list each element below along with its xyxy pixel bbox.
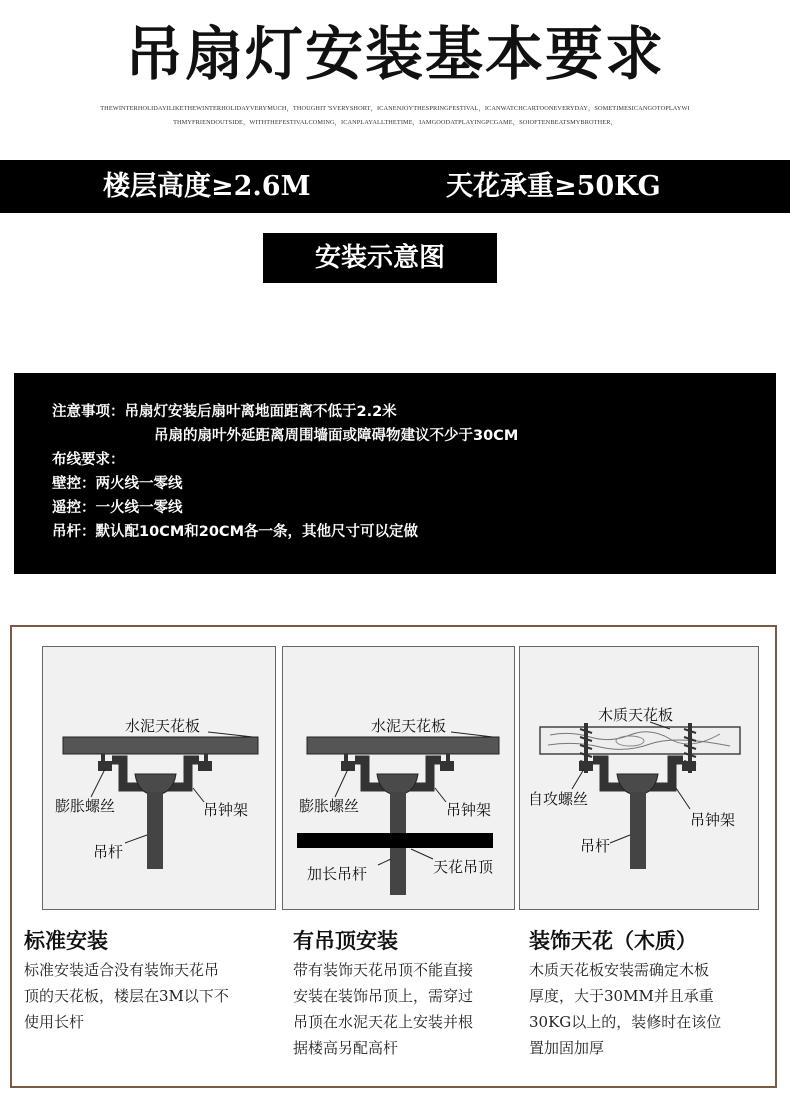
rod-label: 吊杆 xyxy=(93,843,124,861)
note-line-5: 遥控：一火线一零线 xyxy=(52,500,183,516)
desc-line: 顶的天花板，楼层在3M以下不 xyxy=(24,987,229,1005)
page-title: 吊扇灯安装基本要求 xyxy=(124,20,665,88)
false-ceiling-install-illustration xyxy=(283,647,516,911)
ceiling-load-requirement: 天花承重≥50KG xyxy=(446,171,661,202)
note-line-1: 注意事项：吊扇灯安装后扇叶离地面距离不低于2.2米 xyxy=(52,404,397,420)
false-ceiling-install-description xyxy=(293,957,518,1061)
decorative-english-line-2: THMYFRIENDOUTSIDE，WITHTHEFESTIVALCOMING，ICANPLAYALLTHETIME，IAMGOODATPLAYINGPCGAME，SOIOFTENBEATSMYBROTHER， xyxy=(173,119,617,126)
false-ceiling-install-title: 有吊顶安装 xyxy=(293,928,398,953)
desc-line: 厚度，大于30MM并且承重 xyxy=(529,987,714,1005)
false-ceiling-install-diagram xyxy=(282,646,515,910)
standard-install-description xyxy=(24,957,274,1035)
wood-ceiling-install-title: 装饰天花（木质） xyxy=(529,928,697,953)
bolt-label: 自攻螺丝 xyxy=(528,790,589,808)
desc-line: 30KG以上的，装修时在该位 xyxy=(529,1013,722,1031)
bracket-label: 吊钟架 xyxy=(446,801,492,819)
bolt-label: 膨胀螺丝 xyxy=(55,797,116,815)
standard-install-illustration xyxy=(43,647,277,911)
ceiling-label: 水泥天花板 xyxy=(125,717,201,735)
rod-label: 加长吊杆 xyxy=(307,865,368,883)
desc-line: 安装在装饰吊顶上，需穿过 xyxy=(293,987,474,1005)
wood-ceiling-install-diagram xyxy=(519,646,759,910)
desc-line: 置加固加厚 xyxy=(529,1039,605,1057)
bracket-label: 吊钟架 xyxy=(690,811,736,829)
desc-line: 带有装饰天花吊顶不能直接 xyxy=(293,961,474,979)
diagram-heading: 安装示意图 xyxy=(263,233,497,283)
floor-height-requirement: 楼层高度≥2.6M xyxy=(103,171,311,202)
note-line-6: 吊杆：默认配10CM和20CM各一条，其他尺寸可以定做 xyxy=(52,524,418,540)
decorative-english-line-1: THEWINTERHOLIDAYILIKETHEWINTERHOLIDAYVERYMUCH，THOUGHIT 'SVERYSHORT，ICANENJOYTHESPRINGFESTIVAL，ICANWATCHCARTOONEVERYDAY，SOMETIMESICANGOTOPLAYWI xyxy=(100,105,690,112)
rod-label: 吊杆 xyxy=(580,837,611,855)
false-ceiling-label: 天花吊顶 xyxy=(433,858,494,876)
standard-install-diagram xyxy=(42,646,276,910)
ceiling-label: 木质天花板 xyxy=(598,706,674,724)
bracket-label: 吊钟架 xyxy=(203,801,249,819)
note-line-3: 布线要求： xyxy=(52,452,125,468)
bolt-label: 膨胀螺丝 xyxy=(299,797,360,815)
desc-line: 标准安装适合没有装饰天花吊 xyxy=(24,961,220,979)
desc-line: 使用长杆 xyxy=(24,1013,85,1031)
wood-ceiling-install-illustration xyxy=(520,647,760,911)
wood-ceiling-install-description xyxy=(529,957,764,1061)
note-line-2: 吊扇的扇叶外延距离周围墙面或障碍物建议不少于30CM xyxy=(154,428,519,444)
ceiling-label: 水泥天花板 xyxy=(371,717,447,735)
desc-line: 据楼高另配高杆 xyxy=(293,1039,399,1057)
standard-install-title: 标准安装 xyxy=(24,928,108,953)
desc-line: 木质天花板安装需确定木板 xyxy=(529,961,710,979)
notes-box xyxy=(14,373,776,574)
note-line-4: 壁控：两火线一零线 xyxy=(52,476,183,492)
desc-line: 吊顶在水泥天花上安装并根 xyxy=(293,1013,474,1031)
requirements-band xyxy=(0,160,790,213)
